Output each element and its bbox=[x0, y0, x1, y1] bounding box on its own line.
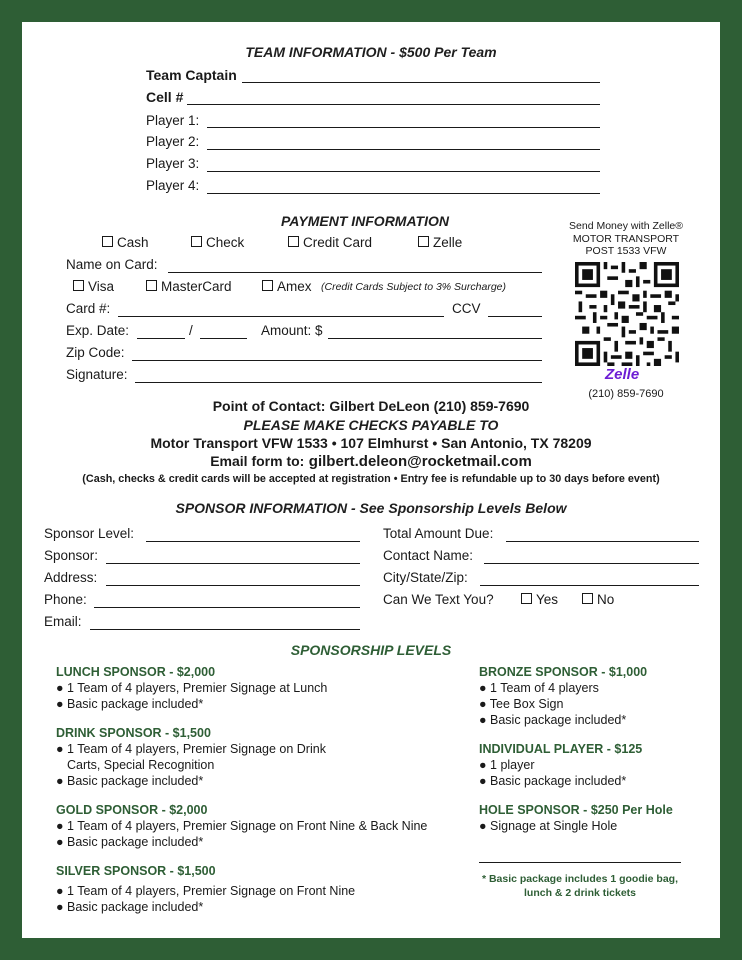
zelle-send-line2: MOTOR TRANSPORT bbox=[572, 232, 680, 245]
mailing-address: Motor Transport VFW 1533 • 107 Elmhurst • San Antonio, TX 78209 bbox=[150, 435, 592, 451]
card-number-label: Card #: bbox=[66, 301, 111, 316]
bronze-sponsor-heading: BRONZE SPONSOR - $1,000 bbox=[479, 665, 648, 679]
amount-field[interactable] bbox=[328, 338, 542, 339]
phone-label: Phone: bbox=[44, 592, 87, 607]
silver-item: ● Basic package included* bbox=[56, 900, 204, 914]
gold-item: ● 1 Team of 4 players, Premier Signage on Front Nine & Back Nine bbox=[56, 819, 428, 833]
silver-sponsor-heading: SILVER SPONSOR - $1,500 bbox=[56, 864, 216, 878]
contact-name-field[interactable] bbox=[484, 563, 699, 564]
bronze-item: ● Tee Box Sign bbox=[479, 697, 564, 711]
email-label-field: Email: bbox=[44, 614, 82, 629]
exp-slash: / bbox=[189, 323, 193, 338]
player-2-field[interactable] bbox=[207, 149, 600, 150]
player-4-label: Player 4: bbox=[146, 178, 200, 193]
gold-item: ● Basic package included* bbox=[56, 835, 204, 849]
credit-card-checkbox[interactable] bbox=[288, 235, 372, 250]
amount-label: Amount: $ bbox=[261, 323, 323, 338]
zip-code-field[interactable] bbox=[132, 360, 542, 361]
checks-payable-heading: PLEASE MAKE CHECKS PAYABLE TO bbox=[243, 417, 499, 433]
sponsorship-levels-title: SPONSORSHIP LEVELS bbox=[290, 642, 452, 658]
player-3-field[interactable] bbox=[207, 171, 600, 172]
player-1-label: Player 1: bbox=[146, 113, 200, 128]
sponsor-field[interactable] bbox=[106, 563, 360, 564]
silver-item: ● 1 Team of 4 players, Premier Signage on Front Nine bbox=[56, 884, 356, 898]
bronze-item: ● 1 Team of 4 players bbox=[479, 681, 599, 695]
text-yes-checkbox[interactable] bbox=[521, 592, 558, 607]
amex-label: Amex bbox=[277, 279, 312, 294]
exp-date-label: Exp. Date: bbox=[66, 323, 130, 338]
checkbox-icon bbox=[288, 236, 299, 247]
signature-field[interactable] bbox=[135, 382, 542, 383]
sponsor-email-field[interactable] bbox=[90, 629, 360, 630]
player-2-label: Player 2: bbox=[146, 134, 200, 149]
footnote-line1: * Basic package includes 1 goodie bag, bbox=[481, 873, 679, 885]
mastercard-label: MasterCard bbox=[161, 279, 232, 294]
ccv-label: CCV bbox=[452, 301, 481, 316]
sponsor-label: Sponsor: bbox=[44, 548, 99, 563]
surcharge-note: (Credit Cards Subject to 3% Surcharge) bbox=[321, 281, 506, 293]
zelle-label: Zelle bbox=[433, 235, 463, 250]
total-amount-label: Total Amount Due: bbox=[383, 526, 494, 541]
address-field[interactable] bbox=[106, 585, 360, 586]
text-no-checkbox[interactable] bbox=[582, 592, 614, 607]
address-label: Address: bbox=[44, 570, 98, 585]
sponsor-level-field[interactable] bbox=[146, 541, 360, 542]
drink-item: Carts, Special Recognition bbox=[67, 758, 215, 772]
zelle-send-line1: Send Money with Zelle® bbox=[569, 220, 683, 232]
footnote-divider bbox=[479, 862, 681, 863]
team-captain-label: Team Captain bbox=[146, 67, 237, 83]
hole-item: ● Signage at Single Hole bbox=[479, 819, 618, 833]
footnote-line2: lunch & 2 drink tickets bbox=[523, 887, 637, 899]
cell-field[interactable] bbox=[187, 104, 600, 105]
name-on-card-label: Name on Card: bbox=[66, 257, 158, 272]
checkbox-icon bbox=[102, 236, 113, 247]
checkbox-icon bbox=[521, 593, 532, 604]
zelle-checkbox[interactable] bbox=[418, 235, 462, 250]
zelle-phone: (210) 859-7690 bbox=[588, 388, 664, 400]
text-question: Can We Text You? bbox=[383, 592, 494, 607]
zelle-send-line3: POST 1533 VFW bbox=[585, 245, 667, 257]
checkbox-icon bbox=[146, 280, 157, 291]
point-of-contact: Point of Contact: Gilbert DeLeon (210) 859-7690 bbox=[212, 398, 530, 414]
email-line bbox=[22, 453, 720, 471]
checkbox-icon bbox=[418, 236, 429, 247]
card-number-field[interactable] bbox=[118, 316, 444, 317]
registration-form bbox=[22, 22, 720, 938]
sponsor-info-title: SPONSOR INFORMATION - See Sponsorship Levels Below bbox=[175, 500, 567, 516]
player-1-field[interactable] bbox=[207, 127, 600, 128]
check-label: Check bbox=[206, 235, 245, 250]
checkbox-icon bbox=[262, 280, 273, 291]
total-amount-field[interactable] bbox=[506, 541, 699, 542]
cell-label: Cell # bbox=[146, 89, 184, 105]
zelle-qr-code-icon bbox=[575, 262, 679, 366]
email-label: Email form to: bbox=[210, 453, 305, 469]
name-on-card-field[interactable] bbox=[168, 272, 542, 273]
zip-code-label: Zip Code: bbox=[66, 345, 125, 360]
bronze-item: ● Basic package included* bbox=[479, 713, 627, 727]
visa-checkbox[interactable] bbox=[73, 279, 114, 294]
exp-month-field[interactable] bbox=[137, 338, 185, 339]
lunch-item: ● Basic package included* bbox=[56, 697, 204, 711]
team-captain-field[interactable] bbox=[242, 82, 600, 83]
individual-player-heading: INDIVIDUAL PLAYER - $125 bbox=[479, 742, 643, 756]
cash-label: Cash bbox=[117, 235, 149, 250]
no-label: No bbox=[597, 592, 615, 607]
individual-item: ● Basic package included* bbox=[479, 774, 627, 788]
visa-label: Visa bbox=[88, 279, 115, 294]
individual-item: ● 1 player bbox=[479, 758, 535, 772]
checkbox-icon bbox=[191, 236, 202, 247]
phone-field[interactable] bbox=[94, 607, 360, 608]
credit-card-label: Credit Card bbox=[303, 235, 373, 250]
contact-name-label: Contact Name: bbox=[383, 548, 474, 563]
lunch-item: ● 1 Team of 4 players, Premier Signage at Lunch bbox=[56, 681, 328, 695]
email-address[interactable]: gilbert.deleon@rocketmail.com bbox=[308, 453, 532, 470]
ccv-field[interactable] bbox=[488, 316, 542, 317]
lunch-sponsor-heading: LUNCH SPONSOR - $2,000 bbox=[56, 665, 216, 679]
hole-sponsor-heading: HOLE SPONSOR - $250 Per Hole bbox=[479, 803, 673, 817]
drink-item: ● 1 Team of 4 players, Premier Signage on Drink bbox=[56, 742, 326, 756]
zelle-logo: Zelle bbox=[605, 366, 640, 383]
gold-sponsor-heading: GOLD SPONSOR - $2,000 bbox=[56, 803, 208, 817]
signature-label: Signature: bbox=[66, 367, 128, 382]
cash-checkbox[interactable] bbox=[102, 235, 149, 250]
drink-item: ● Basic package included* bbox=[56, 774, 204, 788]
sponsor-level-label: Sponsor Level: bbox=[44, 526, 135, 541]
payment-info-title: PAYMENT INFORMATION bbox=[281, 213, 449, 229]
player-3-label: Player 3: bbox=[146, 156, 200, 171]
city-state-zip-field[interactable] bbox=[480, 585, 699, 586]
yes-label: Yes bbox=[536, 592, 559, 607]
team-info-title: TEAM INFORMATION - $500 Per Team bbox=[245, 44, 497, 60]
payment-note: (Cash, checks & credit cards will be accepted at registration • Entry fee is refundable up to 30 days before event) bbox=[82, 473, 660, 485]
drink-sponsor-heading: DRINK SPONSOR - $1,500 bbox=[56, 726, 211, 740]
player-4-field[interactable] bbox=[207, 193, 600, 194]
checkbox-icon bbox=[582, 593, 593, 604]
checkbox-icon bbox=[73, 280, 84, 291]
zelle-send-text bbox=[542, 220, 710, 258]
exp-year-field[interactable] bbox=[200, 338, 247, 339]
basic-package-footnote bbox=[462, 872, 698, 900]
city-state-zip-label: City/State/Zip: bbox=[383, 570, 468, 585]
check-checkbox[interactable] bbox=[191, 235, 244, 250]
mastercard-checkbox[interactable] bbox=[146, 279, 232, 294]
amex-checkbox[interactable] bbox=[262, 279, 312, 294]
